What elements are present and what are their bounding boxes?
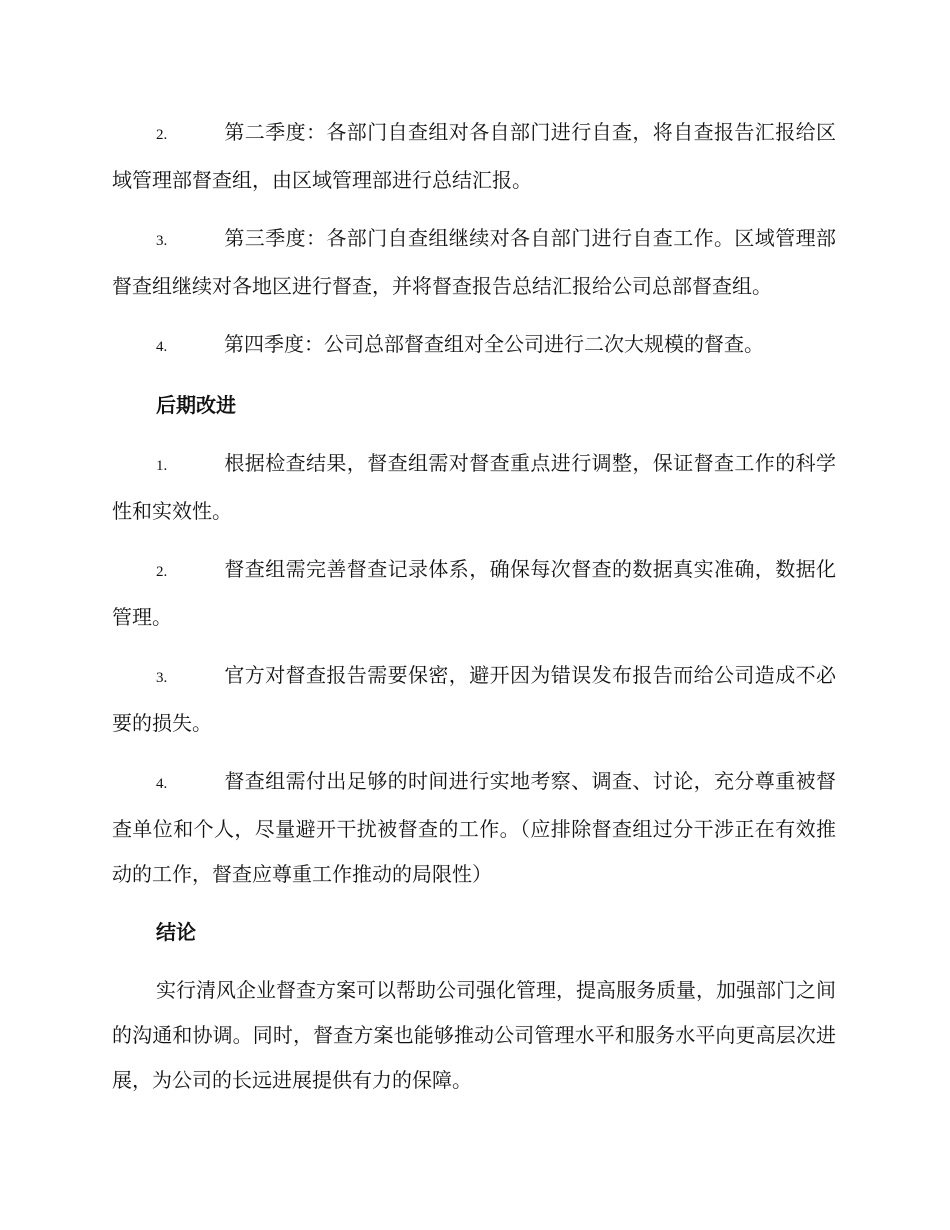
list-item (112, 653, 836, 746)
list-item (112, 216, 836, 309)
item-text: 督查组需付出足够的时间进行实地考察、调查、讨论，充分尊重被督查单位和个人，尽量避开干扰被督查的工作。（应排除督查组过分干涉正在有效推动的工作，督查应尊重工作推动的局限性） (112, 769, 836, 886)
item-text: 第四季度：公司总部督查组对全公司进行二次大规模的督查。 (224, 332, 764, 356)
list-item (112, 110, 836, 203)
conclusion-paragraph: 实行清风企业督查方案可以帮助公司强化管理，提高服务质量，加强部门之间的沟通和协调。同时，督查方案也能够推动公司管理水平和服务水平向更高层次进展，为公司的长远进展提供有力的保障。 (112, 978, 836, 1092)
item-number: 3. (156, 670, 168, 686)
list-item (112, 547, 836, 640)
item-number: 4. (156, 339, 168, 355)
list-item (112, 441, 836, 534)
item-text: 督查组需完善督查记录体系，确保每次督查的数据真实准确，数据化管理。 (112, 557, 836, 629)
item-text: 根据检查结果，督查组需对督查重点进行调整，保证督查工作的科学性和实效性。 (112, 451, 836, 523)
item-text: 第二季度：各部门自查组对各自部门进行自查，将自查报告汇报给区域管理部督查组，由区域管理部进行总结汇报。 (112, 120, 836, 192)
list-item (112, 322, 836, 370)
section-heading-conclusion: 结论 (156, 920, 196, 944)
list-item (112, 759, 836, 897)
item-number: 3. (156, 233, 168, 249)
item-number: 1. (156, 458, 168, 474)
item-number: 2. (156, 564, 168, 580)
item-number: 4. (156, 776, 168, 792)
section-heading-improvement: 后期改进 (156, 393, 236, 417)
document-page (112, 110, 836, 1116)
item-text: 官方对督查报告需要保密，避开因为错误发布报告而给公司造成不必要的损失。 (112, 663, 836, 735)
item-number: 2. (156, 127, 168, 143)
item-text: 第三季度：各部门自查组继续对各自部门进行自查工作。区域管理部督查组继续对各地区进行督查，并将督查报告总结汇报给公司总部督查组。 (112, 226, 836, 298)
